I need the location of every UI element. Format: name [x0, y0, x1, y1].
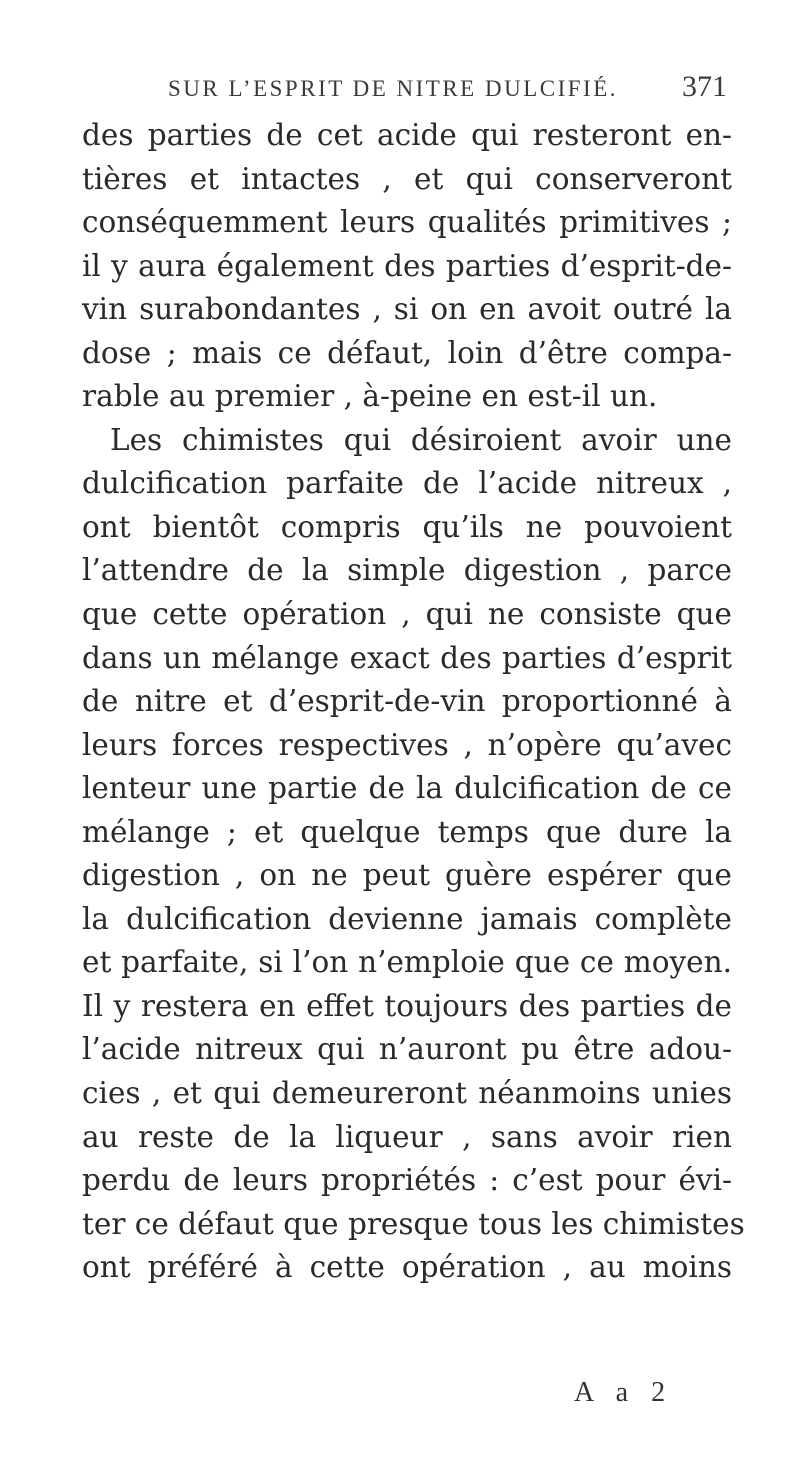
- text-line: et parfaite, si l’on n’emploie que ce moyen.: [82, 945, 732, 980]
- text-line: vin surabondantes , si on en avoit outré la: [82, 292, 732, 327]
- text-line: de nitre et d’esprit-de-vin proportionné à: [82, 684, 732, 719]
- text-line: lenteur une partie de la dulcification de ce: [82, 771, 732, 806]
- text-line: mélange ; et quelque temps que dure la: [82, 814, 732, 849]
- text-line: dulcification parfaite de l’acide nitreux ,: [82, 466, 732, 501]
- text-line: leurs forces respectives , n’opère qu’avec: [82, 727, 732, 762]
- text-line: cies , et qui demeureront néanmoins unies: [82, 1076, 732, 1111]
- text-line: rable au premier , à-peine en est-il un.: [82, 379, 658, 414]
- body-text: [82, 114, 745, 1290]
- text-line: l’acide nitreux qui n’auront pu être adou-: [82, 1032, 732, 1067]
- text-line: perdu de leurs propriétés : c’est pour évi-: [82, 1163, 732, 1198]
- text-line: dose ; mais ce défaut, loin d’être compa-: [82, 335, 732, 370]
- text-line: Il y restera en effet toujours des parties de: [82, 988, 732, 1023]
- text-line: digestion , on ne peut guère espérer que: [82, 858, 732, 893]
- signature-mark: A a 2: [574, 1377, 674, 1408]
- text-line: ont préféré à cette opération , au moins: [82, 1250, 732, 1285]
- text-line: tières et intactes , et qui conserveront: [82, 161, 732, 196]
- text-line: conséquemment leurs qualités primitives ;: [82, 205, 732, 240]
- running-head: [0, 70, 800, 106]
- text-line: que cette opération , qui ne consiste que: [82, 597, 732, 632]
- text-line: des parties de cet acide qui resteront en-: [82, 118, 732, 152]
- text-line: ter ce défaut que presque tous les chimistes: [82, 1206, 745, 1241]
- text-line: dans un mélange exact des parties d’esprit: [82, 640, 732, 675]
- text-line: il y aura également des parties d’esprit-de-: [82, 248, 732, 283]
- text-line: au reste de la liqueur , sans avoir rien: [82, 1119, 732, 1154]
- text-line: ont bientôt compris qu’ils ne pouvoient: [82, 509, 732, 544]
- running-title: SUR L’ESPRIT DE NITRE DULCIFIÉ.: [168, 76, 618, 101]
- text-line: la dulcification devienne jamais complète: [82, 901, 732, 936]
- text-line: l’attendre de la simple digestion , parce: [82, 553, 732, 588]
- page-number: 371: [682, 70, 727, 103]
- paragraph-start-line: Les chimistes qui désiroient avoir une: [110, 422, 732, 457]
